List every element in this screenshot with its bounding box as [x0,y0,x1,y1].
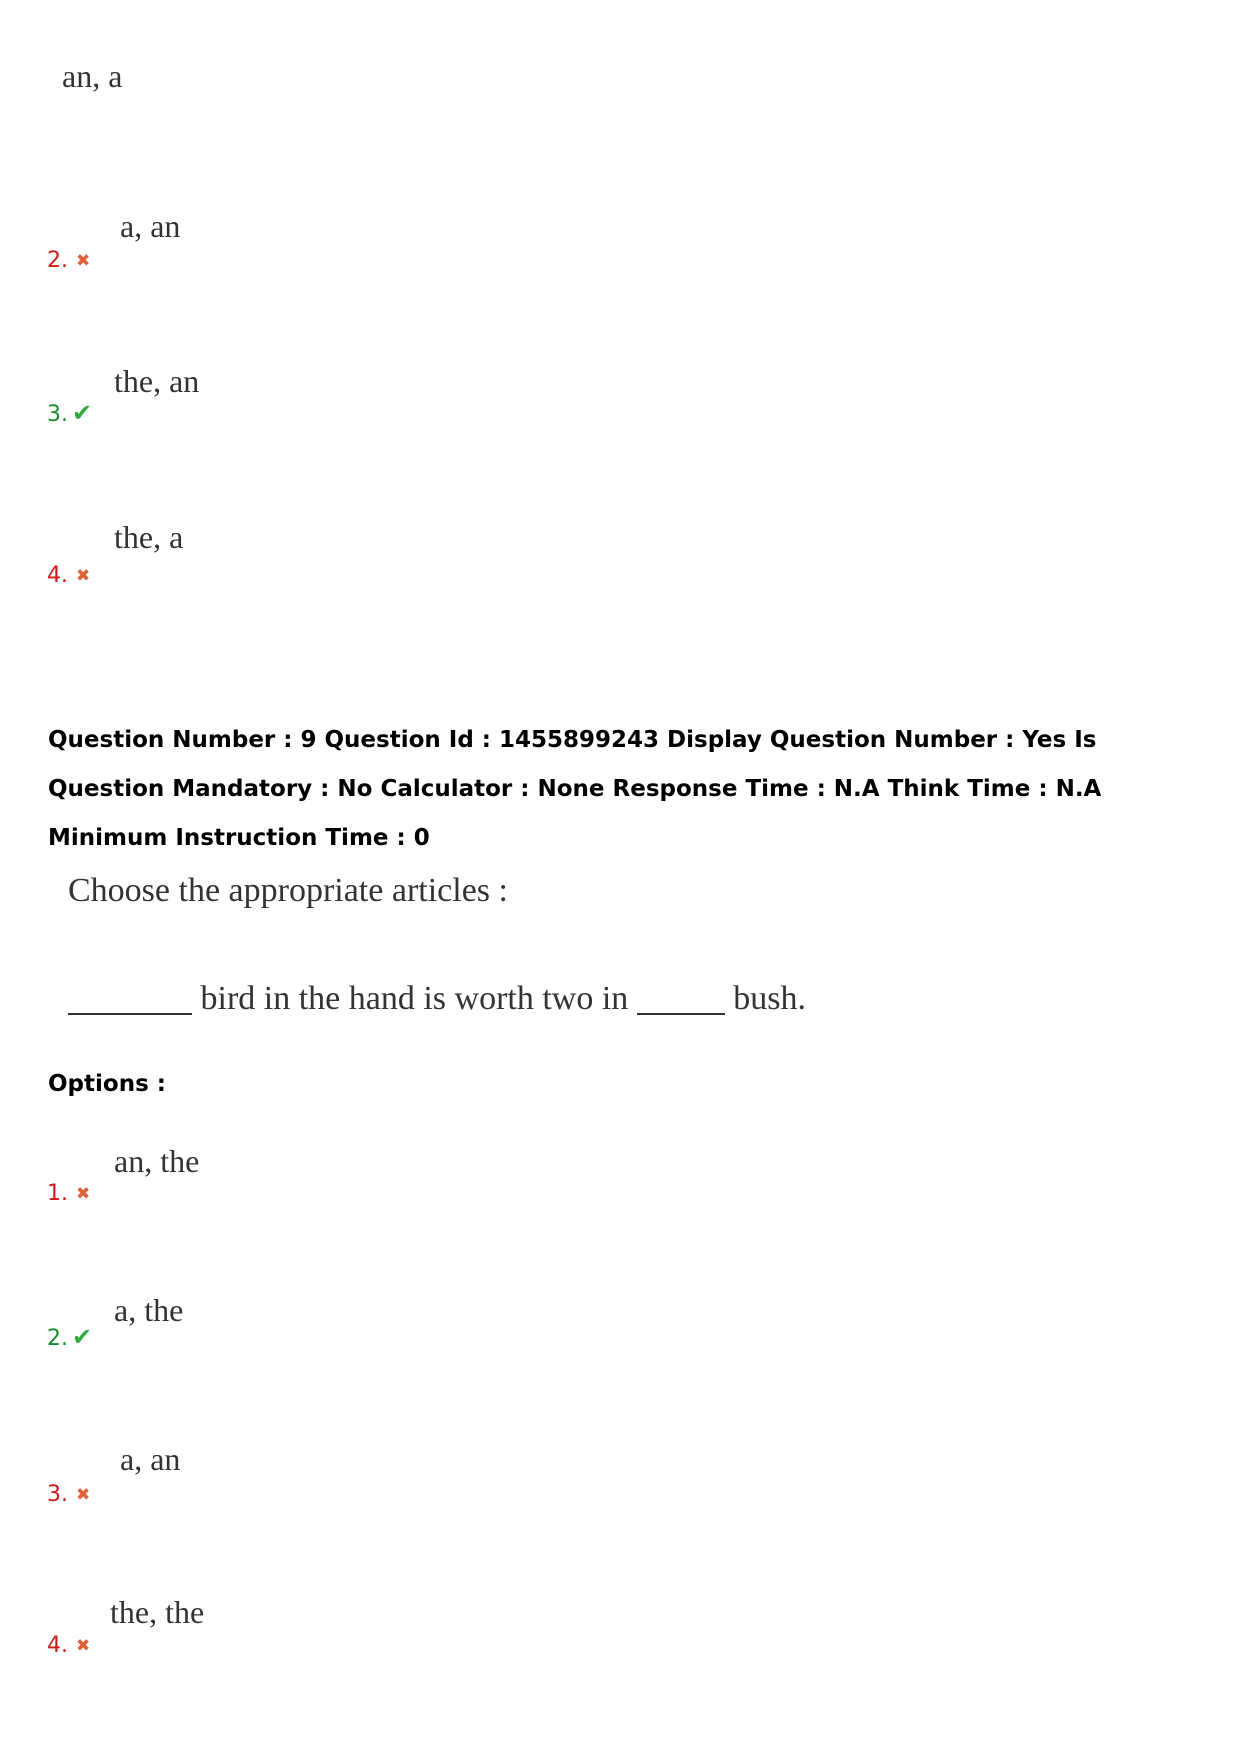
check-icon: ✔ [72,399,93,427]
option-3-marker [47,1484,90,1506]
option-number: 3. [47,1482,68,1507]
cross-icon: ✖ [76,566,91,586]
prev-option-4-text: the, a [114,519,184,555]
check-icon: ✔ [72,1323,93,1351]
option-number: 4. [47,563,68,588]
cross-icon: ✖ [76,251,91,271]
prev-option-3-text: the, an [114,363,200,399]
question-meta: Question Number : 9 Question Id : 1455899243 Display Question Number : Yes Is Question Mandatory : No Calculator : None Response Time : N.A Think Time : N.A Minimum Instruction Time : 0 [48,727,1102,851]
cross-icon: ✖ [76,1184,91,1204]
option-2-marker [47,1325,92,1350]
prev-option-1-text: an, a [62,58,123,94]
sentence-middle: bird in the hand is worth two in [200,980,629,1017]
blank-1 [68,989,192,1015]
option-1-text: an, the [114,1143,200,1179]
option-2-text: a, the [114,1292,184,1328]
options-label: Options : [48,1071,166,1097]
cross-icon: ✖ [76,1485,91,1505]
prev-option-3-marker [47,401,92,426]
option-number: 1. [47,1181,68,1206]
blank-2 [637,989,725,1015]
cross-icon: ✖ [76,1636,91,1656]
question-prompt: Choose the appropriate articles : [68,872,508,909]
option-4-marker [47,1635,90,1657]
option-3-text: a, an [120,1441,181,1477]
option-1-marker [47,1183,90,1205]
option-number: 3. [47,402,68,427]
prev-option-4-marker [47,565,90,587]
option-4-text: the, the [110,1594,205,1630]
question-sentence [68,980,806,1018]
prev-option-2-text: a, an [120,208,181,244]
option-number: 2. [47,248,68,273]
prev-option-2-marker [47,250,90,272]
option-number: 4. [47,1633,68,1658]
option-number: 2. [47,1326,68,1351]
sentence-end: bush. [733,980,807,1017]
